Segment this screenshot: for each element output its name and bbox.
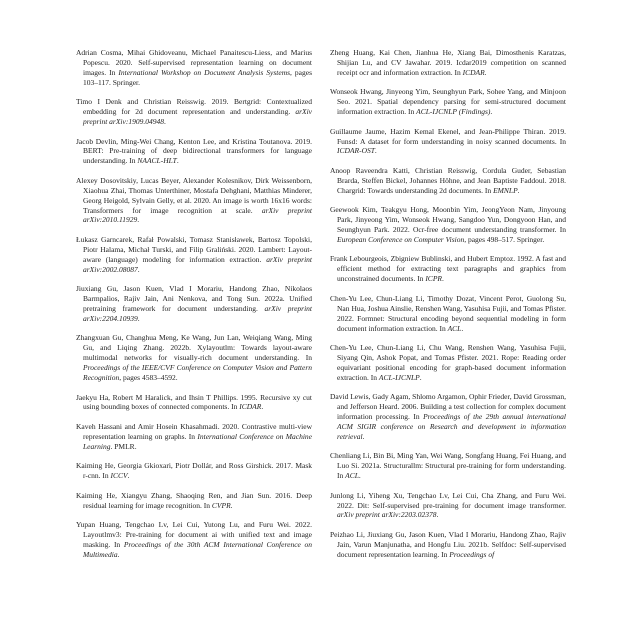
reference-entry: Chen-Yu Lee, Chun-Liang Li, Timothy Dozat, Vincent Perot, Guolong Su, Nan Hua, Joshua Ainslie, Renshen Wang, Yasuhisa Fujii, and Tomas Pfister. 2022. Formnet: Structural encoding beyond sequential modeling in form document information extraction. In ACL. — [330, 293, 566, 333]
reference-entry: Łukasz Garncarek, Rafał Powalski, Tomasz Stanisławek, Bartosz Topolski, Piotr Halama, Michał Turski, and Filip Graliński. 2020. Lambert: Layout-aware (language) modeling for information extraction. arXiv preprint arXiv:2002.08087. — [76, 234, 313, 274]
reference-entry: Kaveh Hassani and Amir Hosein Khasahmadi. 2020. Contrastive multi-view representation learning on graphs. In International Conference on Machine Learning. PMLR. — [76, 421, 312, 451]
reference-entry: Geewook Kim, Teakgyu Hong, Moonbin Yim, JeongYeon Nam, Jinyoung Park, Jinyeong Yim, Wonseok Hwang, Sangdoo Yun, Dongyoon Han, and Seunghyun Park. 2022. Ocr-free document understanding transformer. In European Conference on Computer Vision, pages 498–517. Springer. — [330, 205, 566, 244]
reference-entry: Anoop Raveendra Katti, Christian Reisswig, Cordula Guder, Sebastian Brarda, Steffen Bickel, Johannes Höhne, and Jean Baptiste Faddoul. 2018. Chargrid: Towards understanding 2d documents. In EMNLP. — [330, 165, 566, 195]
reference-entry: Jacob Devlin, Ming-Wei Chang, Kenton Lee, and Kristina Toutanova. 2019. BERT: Pre-training of deep bidirectional transformers for language understanding. In NAACL-HLT. — [76, 136, 312, 166]
references-right-column — [330, 48, 566, 569]
reference-entry: Chenliang Li, Bin Bi, Ming Yan, Wei Wang, Songfang Huang, Fei Huang, and Luo Si. 2021a. Structurallm: Structural pre-training for form understanding. In ACL. — [330, 451, 566, 481]
reference-entry: Guillaume Jaume, Hazim Kemal Ekenel, and Jean-Philippe Thiran. 2019. Funsd: A dataset for form understanding in noisy scanned documents. In ICDAR-OST. — [330, 126, 566, 156]
reference-entry: Peizhao Li, Jiuxiang Gu, Jason Kuen, Vlad I Morariu, Handong Zhao, Rajiv Jain, Varun Manjunatha, and Hongfu Liu. 2021b. Selfdoc: Self-supervised document representation learning. In Proceedings of — [330, 529, 566, 559]
reference-entry: Kaiming He, Georgia Gkioxari, Piotr Dollár, and Ross Girshick. 2017. Mask r-cnn. In ICCV. — [76, 461, 312, 481]
reference-entry: Jiuxiang Gu, Jason Kuen, Vlad I Morariu, Handong Zhao, Nikolaos Barmpalios, Rajiv Jain, Ani Nenkova, and Tong Sun. 2022a. Unified pretraining framework for document understanding. arXiv preprint arXiv:2204.10939. — [76, 284, 312, 323]
reference-entry: Kaiming He, Xiangyu Zhang, Shaoqing Ren, and Jian Sun. 2016. Deep residual learning for image recognition. In CVPR. — [76, 490, 312, 510]
reference-entry: Zhangxuan Gu, Changhua Meng, Ke Wang, Jun Lan, Weiqiang Wang, Ming Gu, and Liqing Zhang. 2022b. Xylayoutlm: Towards layout-aware multimodal networks for visually-rich document understanding. In Proceedings of the IEEE/CVF Conference on Computer Vision and Pattern Recognition, pages 4583–4592. — [76, 333, 312, 383]
reference-entry: Wonseok Hwang, Jinyeong Yim, Seunghyun Park, Sohee Yang, and Minjoon Seo. 2021. Spatial dependency parsing for semi-structured document information extraction. In ACL-IJCNLP (Findings). — [330, 87, 566, 117]
reference-entry: Jaekyu Ha, Robert M Haralick, and Ihsin T Phillips. 1995. Recursive xy cut using bounding boxes of connected components. In ICDAR. — [76, 392, 312, 412]
reference-entry: Zheng Huang, Kai Chen, Jianhua He, Xiang Bai, Dimosthenis Karatzas, Shijian Lu, and CV Jawahar. 2019. Icdar2019 competition on scanned receipt ocr and information extraction. In ICDAR. — [330, 48, 566, 77]
reference-entry: Alexey Dosovitskiy, Lucas Beyer, Alexander Kolesnikov, Dirk Weissenborn, Xiaohua Zhai, Thomas Unterthiner, Mostafa Dehghani, Matthias Minderer, Georg Heigold, Sylvain Gelly, et al. 2020. An image is worth 16x16 words: Transformers for image recognition at scale. arXiv preprint arXiv:2010.11929. — [76, 175, 313, 225]
reference-entry: Yupan Huang, Tengchao Lv, Lei Cui, Yutong Lu, and Furu Wei. 2022. Layoutlmv3: Pre-training for document ai with unified text and image masking. In Proceedings of the 30th ACM International Conference on Multimedia. — [76, 520, 312, 559]
references-left-column — [76, 48, 312, 569]
reference-entry: Junlong Li, Yiheng Xu, Tengchao Lv, Lei Cui, Cha Zhang, and Furu Wei. 2022. Dit: Self-supervised pre-training for document image transformer. arXiv preprint arXiv:2203.02378. — [330, 490, 566, 520]
reference-entry: Adrian Cosma, Mihai Ghidoveanu, Michael Panaitescu-Liess, and Marius Popescu. 2020. Self-supervised representation learning on document images. In International Workshop on Document Analysis Systems, pages 103–117. Springer. — [76, 48, 313, 87]
reference-entry: Timo I Denk and Christian Reisswig. 2019. Bertgrid: Contextualized embedding for 2d document representation and understanding. arXiv preprint arXiv:1909.04948. — [76, 97, 312, 127]
reference-entry: Chen-Yu Lee, Chun-Liang Li, Chu Wang, Renshen Wang, Yasuhisa Fujii, Siyang Qin, Ashok Popat, and Tomas Pfister. 2021. Rope: Reading order equivariant positional encoding for graph-based document information extraction. In ACL-IJCNLP. — [330, 343, 566, 382]
reference-entry: Frank Lebourgeois, Zbigniew Bublinski, and Hubert Emptoz. 1992. A fast and efficient method for extracting text paragraphs and graphics from unconstrained documents. In ICPR. — [330, 254, 566, 284]
reference-entry: David Lewis, Gady Agam, Shlomo Argamon, Ophir Frieder, David Grossman, and Jefferson Heard. 2006. Building a test collection for complex document information processing. In Proceedings of the 29th annual international ACM SIGIR conference on Research and development in information retrieval. — [330, 392, 567, 441]
